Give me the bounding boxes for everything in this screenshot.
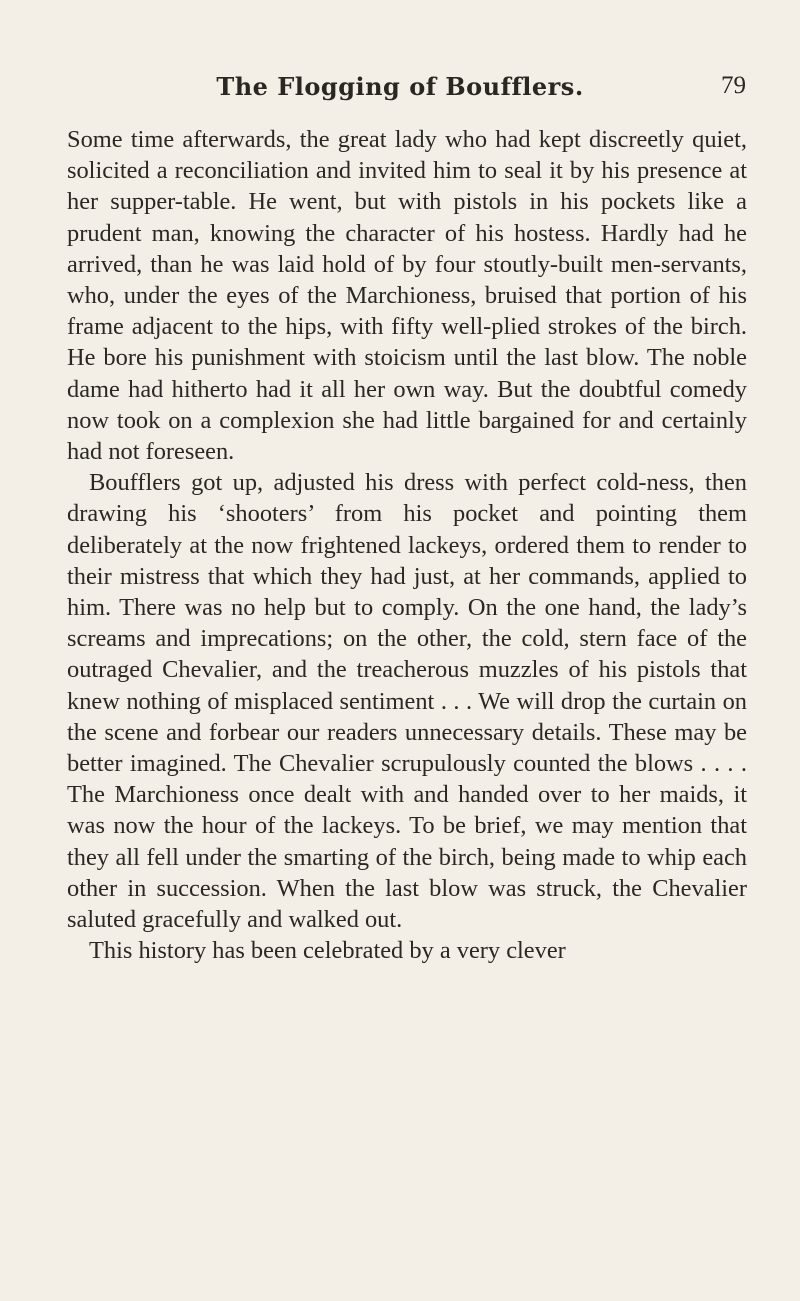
running-head — [0, 72, 800, 112]
body-text — [67, 124, 747, 966]
page-number: 79 — [721, 72, 746, 99]
paragraph-1: Some time afterwards, the great lady who had kept discreetly quiet, solicited a reconciliation and invited him to seal it by his presence at her supper-table. He went, but with pistols in his pockets like a prudent man, knowing the character of his hostess. Hardly had he arrived, than he was laid hold of by four stoutly-built men-servants, who, under the eyes of the Marchioness, bruised that portion of his frame adjacent to the hips, with fifty well-plied strokes of the birch. He bore his punishment with stoicism until the last blow. The noble dame had hitherto had it all her own way. But the doubtful comedy now took on a complexion she had little bargained for and certainly had not foreseen. — [67, 126, 747, 466]
running-title: The Flogging of Boufflers. — [216, 72, 584, 101]
paragraph-3: This history has been celebrated by a very clever — [89, 937, 566, 965]
paragraph-2: Boufflers got up, adjusted his dress with perfect cold-ness, then drawing his ‘shooters’ from his pocket and pointing them deliberately at the now frightened lackeys, ordered them to render to their mistress that which they had just, at her commands, applied to him. There was no help but to comply. On the one hand, the lady’s screams and imprecations; on the other, the cold, stern face of the outraged Chevalier, and the treacherous muzzles of his pistols that knew nothing of misplaced sentiment . . . We will drop the curtain on the scene and forbear our readers unnecessary details. These may be better imagined. The Chevalier scrupulously counted the blows . . . . The Marchioness once dealt with and handed over to her maids, it was now the hour of the lackeys. To be brief, we may mention that they all fell under the smarting of the birch, being made to whip each other in succession. When the last blow was struck, the Chevalier saluted gracefully and walked out. — [67, 469, 747, 934]
